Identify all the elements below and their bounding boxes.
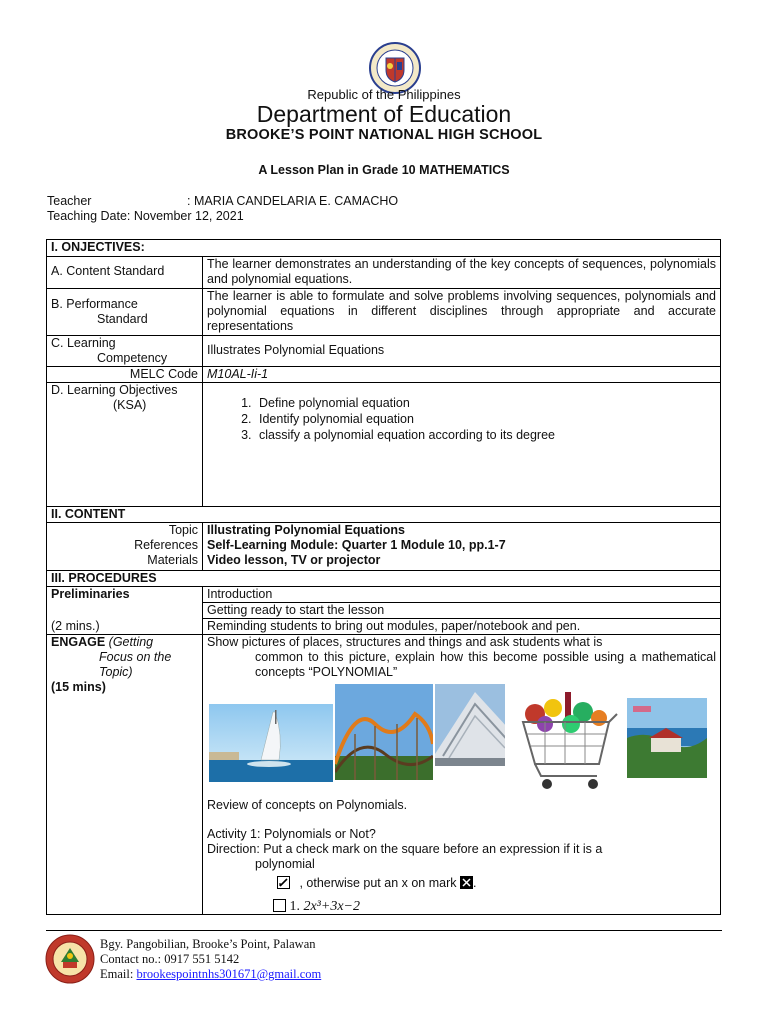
performance-standard-label: B. Performance Standard: [47, 289, 203, 336]
introduction-text: Introduction: [203, 587, 721, 603]
engage-label: ENGAGE (Getting Focus on the Topic) (15 mins): [47, 635, 203, 915]
content-standard-label: A. Content Standard: [47, 257, 203, 289]
check-mark-icon: [277, 876, 290, 889]
content-values: [203, 523, 721, 571]
lesson-plan-title: A Lesson Plan in Grade 10 MATHEMATICS: [258, 163, 510, 177]
school-seal-logo: [45, 934, 95, 984]
topic-value: Illustrating Polynomial Equations: [207, 523, 405, 537]
objective-item: 3. classify a polynomial equation according to its degree: [255, 427, 716, 443]
preliminaries-label: Preliminaries (2 mins.): [47, 587, 203, 635]
republic-heading: Republic of the Philippines: [307, 87, 461, 102]
references-value: Self-Learning Module: Quarter 1 Module 10, pp.1-7: [207, 538, 506, 552]
footer-divider: [46, 930, 722, 931]
email-link[interactable]: brookespointnhs301671@gmail.com: [136, 967, 322, 981]
lesson-plan-table: [46, 239, 721, 915]
learning-competency-text: Illustrates Polynomial Equations: [203, 336, 721, 367]
direction-text-2: polynomial: [255, 857, 315, 871]
pictures-row: [207, 684, 716, 796]
section-procedures-heading: III. PROCEDURES: [47, 571, 721, 587]
school-name: BROOKE’S POINT NATIONAL HIGH SCHOOL: [225, 127, 543, 143]
learning-objectives-list: [203, 383, 721, 507]
footer-address: Bgy. Pangobilian, Brooke’s Point, Palawan: [100, 937, 316, 951]
section-content-heading: II. CONTENT: [47, 507, 721, 523]
melc-code-label: MELC Code: [47, 367, 203, 383]
performance-standard-text: The learner is able to formulate and solve problems involving sequences, polynomials and polynomial equations in different disciplines through appropriate and accurate representations: [203, 289, 721, 336]
burj-al-arab-picture: [209, 704, 333, 782]
activity-item-1: 1. 2x³+3x−2: [207, 899, 716, 914]
melc-code-value: M10AL-Ii-1: [203, 367, 721, 383]
shopping-cart-picture: [505, 684, 623, 796]
teacher-label: Teacher: [47, 194, 92, 208]
learning-competency-label: C. Learning Competency: [47, 336, 203, 367]
footer-email: Email: brookespointnhs301671@gmail.com: [100, 967, 322, 981]
x-mark-icon: [460, 876, 473, 889]
getting-ready-text: Getting ready to start the lesson: [203, 603, 721, 619]
materials-value: Video lesson, TV or projector: [207, 553, 381, 567]
direction-text: Direction: Put a check mark on the square before an expression if it is a: [207, 842, 603, 856]
footer-contact: Contact no.: 0917 551 5142: [100, 952, 240, 966]
section-objectives-heading: I. ONJECTIVES:: [47, 240, 721, 257]
department-heading: Department of Education: [256, 101, 512, 127]
content-standard-text: The learner demonstrates an understanding of the key concepts of sequences, polynomials and polynomial equations.: [203, 257, 721, 289]
engage-content: Show pictures of places, structures and things and ask students what is common to this picture, explain how this become possible using a mathematical concepts “POLYNOMIAL” Review of concepts on Polynomials. Activity 1: Polynomials or Not? Direction: Put a check mark on the square before an expression if it is a polynomial , otherwise put an x on mark . 1. 2x³+3x−2: [203, 635, 721, 915]
answer-checkbox[interactable]: [273, 899, 286, 912]
roller-coaster-picture: [335, 684, 433, 780]
activity-title: Activity 1: Polynomials or Not?: [207, 827, 376, 841]
teacher-name: : MARIA CANDELARIA E. CAMACHO: [187, 194, 399, 208]
objective-item: 1. Define polynomial equation: [255, 395, 716, 411]
review-text: Review of concepts on Polynomials.: [207, 798, 408, 812]
direction-marks: , otherwise put an x on mark .: [207, 876, 716, 891]
coastal-landscape-picture: [627, 698, 707, 778]
content-labels: Topic References Materials: [47, 523, 203, 571]
objective-item: 2. Identify polynomial equation: [255, 411, 716, 427]
teaching-date: Teaching Date: November 12, 2021: [47, 209, 244, 223]
reminding-text: Reminding students to bring out modules, paper/notebook and pen.: [203, 619, 721, 635]
learning-objectives-label: D. Learning Objectives (KSA): [47, 383, 203, 507]
